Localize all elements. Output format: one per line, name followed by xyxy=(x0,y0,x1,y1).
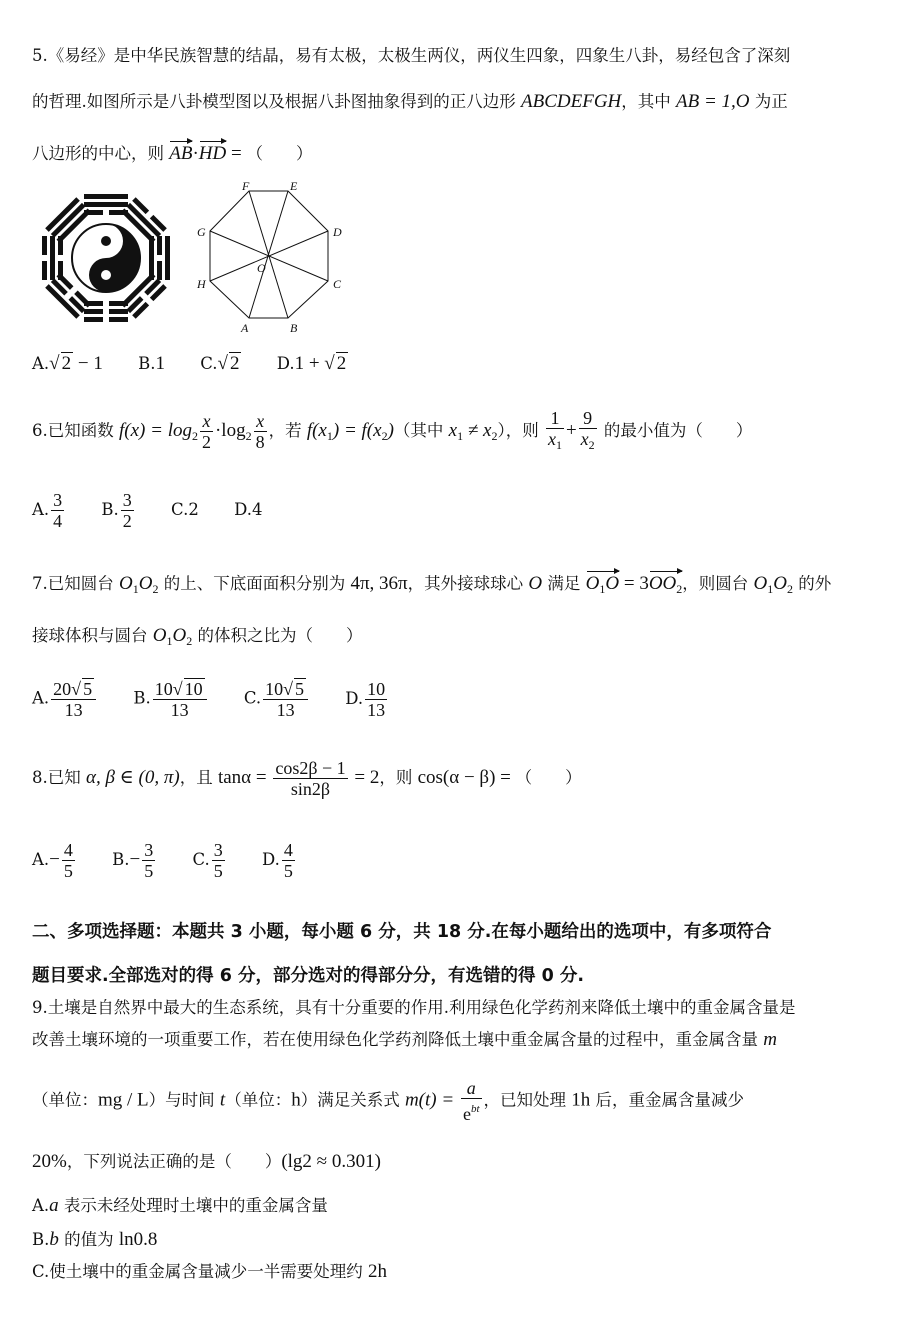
q9-option-a: A.a 表示未经处理时土壤中的重金属含量 xyxy=(32,1195,328,1216)
label-e: E xyxy=(290,179,298,193)
q5-option-d: D.1 + √ 2 xyxy=(277,352,349,375)
q8-options xyxy=(32,840,327,881)
vector-ab: AB xyxy=(169,143,193,164)
octagon-diagram xyxy=(190,178,360,338)
q6-option-c: C.2 xyxy=(171,500,199,519)
q7-option-b: B. $\frac{10√ 10}{13}$ xyxy=(133,678,208,720)
label-d: D xyxy=(333,225,342,239)
q8-option-c: C. $\frac{3}{5}$ xyxy=(192,840,223,881)
label-h: H xyxy=(197,277,206,291)
q8-option-d: D. $\frac{4}{5}$ xyxy=(262,840,293,881)
section2-heading-line2: 题目要求.全部选对的得 6 分，部分选对的得部分分，有选错的得 0 分. xyxy=(32,966,585,986)
q9-line2: 改善土壤环境的一项重要工作，若在使用绿色化学药剂降低土壤中重金属含量的过程中，重金属含量 m xyxy=(32,1029,777,1050)
q6-option-b: B. $\frac{3}{2}$ xyxy=(101,490,132,531)
q9-line1: 9.土壤是自然界中最大的生态系统，具有十分重要的作用.利用绿色化学药剂来降低土壤中的重金属含量是 xyxy=(32,998,796,1017)
q5-options xyxy=(32,352,378,375)
q8-stem: 8.已知 α, β ∈ (0, π)，且 tanα = $\frac{\cos 2\beta - 1}{\sin 2\beta}$ = 2，则 cos(α − β) = （ ） xyxy=(32,758,582,799)
q5-line2: 的哲理.如图所示是八卦模型图以及根据八卦图抽象得到的正八边形 ABCDEFGH，其中 AB = 1,O 为正 xyxy=(32,91,788,112)
q8-option-b: B.− $\frac{3}{5}$ xyxy=(112,840,154,881)
label-f: F xyxy=(242,179,250,193)
label-b: B xyxy=(290,321,298,335)
q7-options xyxy=(32,678,419,720)
label-o: O xyxy=(257,261,266,275)
q9-option-b: B.b 的值为 ln0.8 xyxy=(32,1229,158,1250)
vector-hd: HD xyxy=(198,143,227,164)
label-c: C xyxy=(333,277,342,291)
q9-option-c: C.使土壤中的重金属含量减少一半需要处理约 2h xyxy=(32,1261,388,1282)
q5-option-c: C.√ 2 xyxy=(200,352,241,375)
q8-option-a: A.− $\frac{4}{5}$ xyxy=(32,840,73,881)
q7-option-c: C. $\frac{10√ 5}{13}$ xyxy=(244,678,310,720)
q7-line2: 接球体积与圆台 $O_1O_2$ 的体积之比为（ ） xyxy=(32,625,363,648)
q7-option-d: D. $\frac{10}{13}$ xyxy=(345,678,386,720)
q5-option-b: B.1 xyxy=(138,353,165,374)
label-a: A xyxy=(241,321,249,335)
q5-line1: 5.《易经》是中华民族智慧的结晶，易有太极，太极生两仪，两仪生四象，四象生八卦，易经包含了深刻 xyxy=(32,46,791,65)
taiji-icon xyxy=(72,224,140,292)
q9-line4: 20%，下列说法正确的是（ ）(lg2 ≈ 0.301) xyxy=(32,1151,381,1172)
q7-option-a: A. $\frac{20√ 5}{13}$ xyxy=(32,678,98,720)
q6-option-d: D.4 xyxy=(234,500,263,519)
q7-line1: 7.已知圆台 $O_1O_2$ 的上、下底面面积分别为 4π, 36π，其外接球球心 O 满足 $O_1O = 3OO_2$，则圆台 $O_1O_2$ 的外 xyxy=(32,573,832,596)
q9-line3: （单位：mg / L）与时间 t（单位：h）满足关系式 m(t) = $\frac{a}{e^{bt}}$ ，已知处理 1h 后，重金属含量减少 xyxy=(32,1078,744,1124)
label-g: G xyxy=(197,225,206,239)
bagua-figure xyxy=(38,190,174,326)
q5-option-a: A.√ 2 − 1 xyxy=(32,352,103,375)
q6-options xyxy=(32,490,292,531)
q6-stem: 6.已知函数 $f(x) = \log_2$ $\frac{x}{2}$ $\cdot\log_2$ $\frac{x}{8}$ ，若 $f(x_1) = f(x_2)$（其中 $x_1 \ne x_2$），则 $\frac{1}{x_1}$ + $\frac{9}{x_2}$ 的最小值为（ ） xyxy=(32,408,753,452)
q6-option-a: A. $\frac{3}{4}$ xyxy=(32,490,63,531)
q5-line3: 八边形的中心，则 AB·HD = （ ） xyxy=(32,143,313,164)
section2-heading-line1: 二、多项选择题：本题共 3 小题，每小题 6 分，共 18 分.在每小题给出的选项中，有多项符合 xyxy=(32,922,772,942)
